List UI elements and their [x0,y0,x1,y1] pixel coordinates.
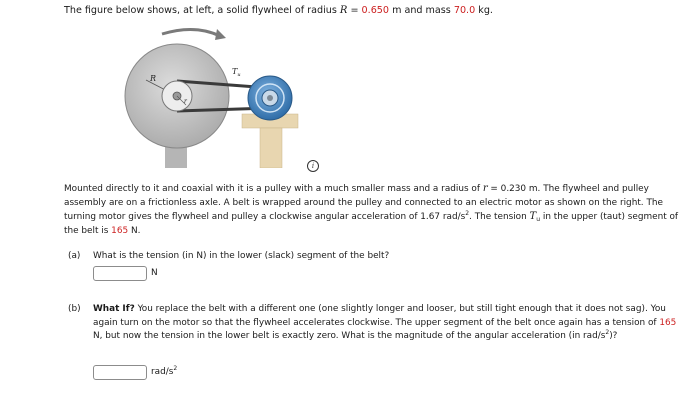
part-a-question: (a) What is the tension (in N) in the lower (slack) segment of the belt? [68,251,390,261]
part-b-label: (b) [68,304,81,314]
flywheel-figure [120,26,320,168]
part-b-tension-value: 165 [659,317,677,328]
problem-paragraph: Mounted directly to it and coaxial with it is a pulley with a much smaller mass and a radius of r = 0.230 m. The flywheel and pulley assembly are on a frictionless axle. A belt is wrapped around the pulley and connected to an electric motor as shown on the right. The turning motor gives the flywheel and pulley a clockwise angular acceleration of 1.67 rad/$s^2$. The tension $T_u$ in the upper (taut) segment of the belt is 165 N. [64,183,679,237]
pulley-radius-label: r [184,98,187,105]
tension-label: $T_u$ [232,67,241,78]
tension-value: 165 [111,226,129,237]
part-a-unit: N [151,268,158,278]
rotation-arrowhead [215,29,226,40]
problem-intro: The figure below shows, at left, a solid flywheel of radius R = 0.650 m and mass 70.0 kg. [64,5,493,16]
mass-value: 70.0 [453,5,476,16]
part-b-unit: rad/$s^2$ [151,365,178,377]
what-if-heading: What If? [93,304,135,314]
flywheel-radius-label: R [150,74,157,83]
part-b-question: (b) What If? You replace the belt with a different one (one slightly longer and looser, but still tight enough that it does not sag). You again turn on the motor so that the flywheel accelerates clockwise. The upper segment of the belt once again has a tension of 165 N, but now the tension in the lower belt is exactly zero. What is the magnitude of the angular acceleration (in rad/$s^2$)? [68,304,677,342]
part-b-answer-input[interactable] [93,365,147,380]
radius-value: 0.650 [361,5,390,16]
motor-post [260,128,282,168]
part-a-label: (a) [68,251,81,261]
rotation-arrow [162,29,220,36]
part-a-answer-input[interactable] [93,266,147,281]
info-icon[interactable]: i [307,160,319,172]
